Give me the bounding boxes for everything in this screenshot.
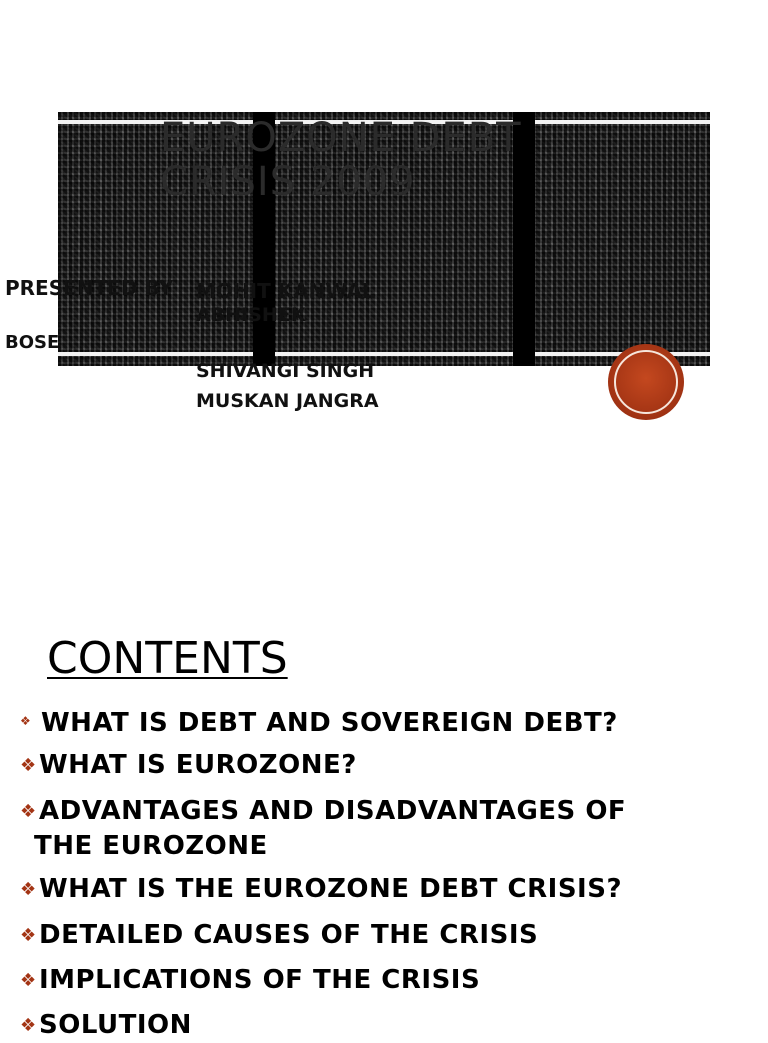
contents-item-text: WHAT IS EUROZONE? [39,750,357,780]
presented-by-label: PRESENTED BY [5,276,174,300]
presenter-name: MOHIT KANWAL [196,279,375,303]
contents-item [20,872,720,907]
decorative-seal-circle [608,344,684,420]
slide-title: EUROZONE DEBT CRISIS 2009 [160,115,522,205]
seal-ring [614,350,678,414]
contents-item-text: ADVANTAGES AND DISADVANTAGES OF [39,796,627,826]
contents-item-text: IMPLICATIONS OF THE CRISIS [39,965,481,995]
presenter-name: MUSKAN JANGRA [196,390,379,412]
diamond-bullet-icon: ❖ [20,970,37,991]
diamond-bullet-icon: ❖ [20,755,37,776]
contents-item-text-continued: THE EUROZONE [34,831,268,861]
contents-item-text: WHAT IS DEBT AND SOVEREIGN DEBT? [41,708,618,738]
contents-heading: CONTENTS [47,633,288,684]
diamond-bullet-icon: ❖ [20,801,37,822]
diamond-bullet-icon: ❖ [20,714,32,728]
banner-line-bottom [58,352,710,356]
institute-text: BOSE [5,332,60,353]
contents-item [20,1008,720,1043]
diamond-bullet-icon: ❖ [20,1015,37,1036]
contents-item-text: SOLUTION [39,1010,192,1040]
contents-item-text: DETAILED CAUSES OF THE CRISIS [39,920,539,950]
diamond-bullet-icon: ❖ [20,879,37,900]
contents-item [20,748,720,783]
presenter-name: SHIVANGI SINGH [196,360,375,382]
contents-item [20,918,720,953]
diamond-bullet-icon: ❖ [20,925,37,946]
presenter-name: ABHISHEK [196,304,306,326]
contents-item [20,704,720,740]
contents-item-text: WHAT IS THE EUROZONE DEBT CRISIS? [39,874,623,904]
contents-item [20,963,720,998]
contents-item [20,794,720,863]
